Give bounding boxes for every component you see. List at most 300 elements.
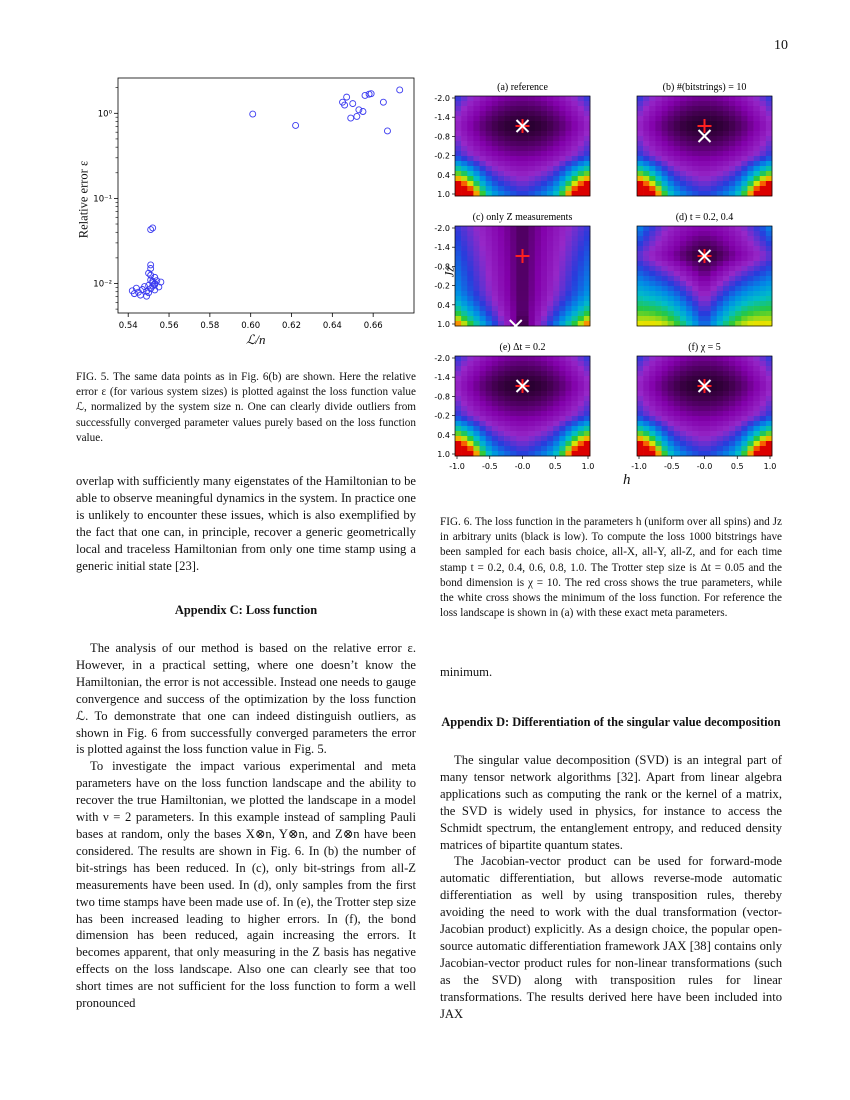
fig6-heatmap-cell [553,366,559,371]
fig6-heatmap-cell [529,236,535,241]
fig6-heatmap-cell [504,251,510,256]
fig6-heatmap-cell [541,166,547,171]
fig6-heatmap-cell [637,391,643,396]
fig6-heatmap-cell [766,426,772,431]
fig6-heatmap-cell [572,151,578,156]
fig6-heatmap-cell [655,106,661,111]
appendix-d-body [440,752,782,1023]
fig6-heatmap-cell [766,356,772,361]
fig6-heatmap-cell [649,286,655,291]
fig6-heatmap-cell [747,181,753,186]
fig6-heatmap-cell [698,96,704,101]
fig6-heatmap-cell [572,316,578,321]
fig6-heatmap-cell [698,276,704,281]
fig6-heatmap-cell [553,386,559,391]
fig6-heatmap-cell [529,386,535,391]
fig6-heatmap-cell [461,266,467,271]
fig6-heatmap-cell [741,446,747,451]
fig6-heatmap-cell [711,116,717,121]
fig6-heatmap-cell [504,111,510,116]
fig6-heatmap-cell [668,416,674,421]
fig6-heatmap-cell [729,266,735,271]
fig6-heatmap-cell [480,436,486,441]
fig6-heatmap-cell [572,236,578,241]
fig6-heatmap-cell [461,276,467,281]
fig6-heatmap-cell [643,141,649,146]
fig6-heatmap-cell [711,406,717,411]
fig6-heatmap-cell [529,316,535,321]
fig6-heatmap-cell [486,296,492,301]
fig6-heatmap-cell [461,151,467,156]
fig6-heatmap-cell [649,296,655,301]
fig6-heatmap-cell [516,431,522,436]
fig6-heatmap-cell [473,391,479,396]
fig6-heatmap-cell [584,406,590,411]
fig6-heatmap-cell [717,261,723,266]
fig6-heatmap-cell [559,256,565,261]
fig6-heatmap-cell [637,136,643,141]
fig6-heatmap-cell [553,111,559,116]
fig6-heatmap-cell [717,266,723,271]
fig6-heatmap-cell [510,306,516,311]
fig6-heatmap-cell [649,371,655,376]
fig6-heatmap-cell [547,441,553,446]
fig6-heatmap-cell [510,396,516,401]
fig6-heatmap-cell [698,166,704,171]
fig6-heatmap-cell [541,316,547,321]
fig6-heatmap-cell [455,371,461,376]
fig5-ylabel: Relative error ε [76,160,91,239]
fig6-heatmap-cell [547,436,553,441]
fig6-heatmap-cell [467,401,473,406]
fig6-heatmap-cell [662,146,668,151]
fig6-heatmap-cell [643,106,649,111]
fig6-ytick-label: -0.8 [434,132,450,142]
fig6-heatmap-cell [754,321,760,326]
fig6-heatmap-cell [535,451,541,456]
fig6-heatmap-cell [510,366,516,371]
fig6-heatmap-cell [584,281,590,286]
fig6-heatmap-cell [461,171,467,176]
fig6-heatmap-cell [455,156,461,161]
fig6-heatmap-cell [535,191,541,196]
fig6-heatmap-cell [717,246,723,251]
fig6-heatmap-cell [747,241,753,246]
fig6-heatmap-cell [486,146,492,151]
fig6-heatmap-cell [643,131,649,136]
fig6-heatmap-cell [741,251,747,256]
fig6-heatmap-cell [741,156,747,161]
fig6-heatmap-cell [643,446,649,451]
fig6-heatmap-cell [655,371,661,376]
fig6-heatmap-cell [553,101,559,106]
fig6-heatmap-cell [486,191,492,196]
fig6-heatmap-cell [461,121,467,126]
fig6-heatmap-cell [766,446,772,451]
fig6-heatmap-cell [711,146,717,151]
fig6-heatmap-cell [523,166,529,171]
fig6-heatmap-cell [523,301,529,306]
fig6-heatmap-cell [455,291,461,296]
fig6-heatmap-cell [492,171,498,176]
fig6-heatmap-cell [637,121,643,126]
fig6-heatmap-cell [766,296,772,301]
fig6-heatmap-cell [686,401,692,406]
fig6-heatmap-cell [674,151,680,156]
fig6-heatmap-cell [461,291,467,296]
fig6-heatmap-cell [516,291,522,296]
fig6-heatmap-cell [559,261,565,266]
fig6-heatmap-cell [680,301,686,306]
fig6-heatmap-cell [655,271,661,276]
fig6-heatmap-cell [705,416,711,421]
fig6-heatmap-cell [680,321,686,326]
fig6-heatmap-cell [541,281,547,286]
fig6-heatmap-cell [523,186,529,191]
fig6-heatmap-cell [649,441,655,446]
fig6-heatmap-cell [480,356,486,361]
fig6-heatmap-cell [547,111,553,116]
fig6-heatmap-cell [643,121,649,126]
fig6-heatmap-cell [637,156,643,161]
fig6-heatmap-cell [711,266,717,271]
fig6-heatmap-cell [523,136,529,141]
fig6-heatmap-cell [747,436,753,441]
fig6-heatmap-cell [480,226,486,231]
fig6-heatmap-cell [760,191,766,196]
fig6-heatmap-cell [686,371,692,376]
fig6-heatmap-cell [535,156,541,161]
fig6-heatmap-cell [498,246,504,251]
fig5-xlabel: ℒ/n [246,332,266,347]
fig6-heatmap-cell [553,146,559,151]
fig6-heatmap-cell [729,396,735,401]
fig6-heatmap-cell [535,316,541,321]
fig6-heatmap-cell [473,246,479,251]
fig6-heatmap-cell [504,246,510,251]
fig6-heatmap-cell [461,176,467,181]
fig6-heatmap-cell [723,316,729,321]
fig6-heatmap-cell [766,421,772,426]
fig6-heatmap-cell [510,371,516,376]
fig6-heatmap-cell [637,321,643,326]
fig6-heatmap-cell [754,146,760,151]
fig6-heatmap-cell [553,116,559,121]
fig6-heatmap-cell [692,396,698,401]
fig6-heatmap-cell [547,376,553,381]
fig6-heatmap-cell [559,356,565,361]
fig6-heatmap-cell [547,321,553,326]
fig6-heatmap-cell [649,176,655,181]
fig6-heatmap-cell [486,161,492,166]
fig6-heatmap-cell [717,431,723,436]
fig6-heatmap-cell [668,261,674,266]
fig6-heatmap-cell [565,161,571,166]
fig6-heatmap-cell [572,181,578,186]
fig6-heatmap-cell [516,241,522,246]
fig6-heatmap-cell [668,366,674,371]
fig6-heatmap-cell [643,181,649,186]
fig6-heatmap-cell [692,261,698,266]
fig6-heatmap-cell [760,396,766,401]
fig6-heatmap-cell [492,401,498,406]
fig6-heatmap-cell [529,226,535,231]
fig6-panel-title: (b) #(bitstrings) = 10 [662,82,747,93]
fig6-heatmap-cell [674,186,680,191]
fig6-heatmap-cell [741,121,747,126]
fig6-heatmap-cell [674,236,680,241]
fig6-heatmap-cell [705,271,711,276]
fig5-data-point [354,113,360,119]
fig6-heatmap-cell [461,126,467,131]
fig6-heatmap-cell [637,421,643,426]
fig6-heatmap-cell [455,366,461,371]
fig6-heatmap-cell [668,436,674,441]
fig6-heatmap-cell [572,136,578,141]
fig6-heatmap-cell [643,296,649,301]
fig6-heatmap-cell [705,186,711,191]
fig6-heatmap-cell [655,426,661,431]
fig6-heatmap-cell [578,181,584,186]
fig6-heatmap-cell [747,176,753,181]
fig6-heatmap-cell [492,136,498,141]
fig6-heatmap-cell [760,421,766,426]
fig6-heatmap-cell [668,226,674,231]
fig6-heatmap-cell [766,116,772,121]
fig6-heatmap-cell [643,246,649,251]
fig6-heatmap-cell [754,121,760,126]
fig6-heatmap-cell [643,321,649,326]
fig6-heatmap-cell [741,421,747,426]
fig6-heatmap-cell [643,371,649,376]
fig6-heatmap-cell [754,241,760,246]
fig6-heatmap-cell [492,441,498,446]
fig6-heatmap-cell [711,176,717,181]
fig6-heatmap-cell [692,406,698,411]
fig6-heatmap-cell [655,141,661,146]
fig6-heatmap-cell [766,261,772,266]
fig6-heatmap-cell [735,176,741,181]
fig6-heatmap-cell [680,161,686,166]
fig6-heatmap-cell [486,301,492,306]
fig6-heatmap-cell [729,416,735,421]
fig6-heatmap-cell [717,141,723,146]
fig6-heatmap-cell [510,141,516,146]
fig6-heatmap-cell [523,106,529,111]
fig6-heatmap-cell [547,241,553,246]
fig6-heatmap-cell [565,291,571,296]
fig6-heatmap-cell [504,436,510,441]
fig6-ytick-label: 1.0 [437,190,450,199]
fig5-xtick-label: 0.64 [322,321,342,331]
fig6-heatmap-cell [649,281,655,286]
fig6-heatmap-cell [723,191,729,196]
fig6-heatmap-cell [662,441,668,446]
fig6-heatmap-cell [698,316,704,321]
fig6-heatmap-cell [572,241,578,246]
fig6-heatmap-cell [686,451,692,456]
fig6-heatmap-cell [649,171,655,176]
fig6-heatmap-cell [559,311,565,316]
fig6-heatmap-cell [686,241,692,246]
fig6-heatmap-cell [754,426,760,431]
fig6-heatmap-cell [486,171,492,176]
fig6-heatmap-cell [553,96,559,101]
fig6-heatmap-cell [643,411,649,416]
fig6-heatmap-cell [504,261,510,266]
fig6-heatmap-cell [723,436,729,441]
fig6-heatmap-cell [754,231,760,236]
fig6-heatmap-cell [686,146,692,151]
fig6-heatmap-cell [760,441,766,446]
fig6-heatmap-cell [717,281,723,286]
fig6-heatmap-cell [498,311,504,316]
fig6-heatmap-cell [565,101,571,106]
fig6-heatmap-cell [668,441,674,446]
fig6-heatmap-cell [565,431,571,436]
fig6-heatmap-cell [729,251,735,256]
fig6-heatmap-cell [541,151,547,156]
fig6-heatmap-cell [747,321,753,326]
fig6-heatmap-cell [754,141,760,146]
fig6-heatmap-cell [565,371,571,376]
fig6-heatmap-cell [747,311,753,316]
fig6-heatmap-cell [760,176,766,181]
fig6-heatmap-cell [480,126,486,131]
fig6-heatmap-cell [754,436,760,441]
fig6-heatmap-cell [559,241,565,246]
fig6-heatmap-cell [692,436,698,441]
fig6-heatmap-cell [455,431,461,436]
fig6-heatmap-cell [572,156,578,161]
fig6-heatmap-cell [455,306,461,311]
fig6-heatmap-cell [559,231,565,236]
fig6-heatmap-cell [565,426,571,431]
fig6-heatmap-cell [523,431,529,436]
fig6-heatmap-cell [480,281,486,286]
fig6-heatmap-cell [766,181,772,186]
fig6-heatmap-cell [480,166,486,171]
fig6-heatmap-cell [529,276,535,281]
fig6-heatmap-cell [760,446,766,451]
fig6-heatmap-cell [674,291,680,296]
fig6-heatmap-cell [467,241,473,246]
fig6-heatmap-cell [705,441,711,446]
fig6-heatmap-cell [498,261,504,266]
fig6-heatmap-cell [711,241,717,246]
fig6-heatmap-cell [711,371,717,376]
fig6-heatmap-cell [711,451,717,456]
fig6-heatmap-cell [547,231,553,236]
fig6-heatmap-cell [711,411,717,416]
fig6-heatmap-cell [674,181,680,186]
fig6-heatmap-cell [760,301,766,306]
fig6-heatmap-cell [541,256,547,261]
fig6-heatmap-cell [649,271,655,276]
fig6-heatmap-cell [711,126,717,131]
fig6-heatmap-cell [572,111,578,116]
fig6-heatmap-cell [711,156,717,161]
fig6-heatmap-cell [565,176,571,181]
fig6-heatmap-cell [766,386,772,391]
fig6-heatmap-cell [680,311,686,316]
fig6-heatmap-cell [760,436,766,441]
fig6-heatmap-cell [643,96,649,101]
fig6-heatmap-cell [655,121,661,126]
fig6-heatmap-cell [565,151,571,156]
fig6-heatmap-cell [686,181,692,186]
fig6-heatmap-cell [541,356,547,361]
fig6-heatmap-cell [735,171,741,176]
fig6-heatmap-cell [486,311,492,316]
fig6-heatmap-cell [467,111,473,116]
fig6-heatmap-cell [547,256,553,261]
fig6-heatmap-cell [766,306,772,311]
fig6-heatmap-cell [711,161,717,166]
fig6-heatmap-cell [741,381,747,386]
fig6-heatmap-cell [741,301,747,306]
fig6-heatmap-cell [735,226,741,231]
fig6-heatmap-cell [766,411,772,416]
fig6-heatmap-cell [686,156,692,161]
fig6-heatmap-cell [516,181,522,186]
fig6-heatmap-cell [668,271,674,276]
fig6-heatmap-cell [662,296,668,301]
fig6-heatmap-cell [643,381,649,386]
fig6-heatmap-cell [473,371,479,376]
fig6-heatmap-cell [760,266,766,271]
fig6-heatmap-cell [649,356,655,361]
fig6-ytick-label: 0.4 [437,300,450,310]
fig6-heatmap-cell [578,111,584,116]
fig6-heatmap-cell [741,151,747,156]
fig6-heatmap-cell [637,371,643,376]
fig6-heatmap-cell [741,106,747,111]
fig6-heatmap-cell [692,161,698,166]
fig6-heatmap-cell [711,441,717,446]
fig6-heatmap-cell [559,361,565,366]
fig6-heatmap-cell [680,276,686,281]
fig6-heatmap-cell [584,306,590,311]
fig6-heatmap-cell [692,171,698,176]
fig6-heatmap-cell [553,376,559,381]
fig6-heatmap-cell [584,251,590,256]
fig6-heatmap-cell [698,356,704,361]
fig6-heatmap-cell [674,316,680,321]
fig6-heatmap-cell [729,376,735,381]
fig6-heatmap-cell [572,436,578,441]
fig6-heatmap-cell [547,446,553,451]
fig6-heatmap-cell [467,181,473,186]
fig6-heatmap-cell [461,451,467,456]
fig6-heatmap-cell [729,141,735,146]
fig6-heatmap-cell [723,301,729,306]
fig6-heatmap-cell [584,296,590,301]
fig6-heatmap-cell [535,446,541,451]
fig6-heatmap-cell [649,421,655,426]
fig6-heatmap-cell [461,381,467,386]
fig6-heatmap-cell [547,416,553,421]
fig6-heatmap-cell [455,451,461,456]
fig6-heatmap-cell [760,236,766,241]
fig6-heatmap-cell [680,401,686,406]
fig6-heatmap-cell [572,186,578,191]
fig6-heatmap-cell [504,271,510,276]
fig6-heatmap-cell [760,451,766,456]
fig6-heatmap-cell [480,311,486,316]
fig6-heatmap-cell [735,401,741,406]
fig6-heatmap-cell [662,116,668,121]
